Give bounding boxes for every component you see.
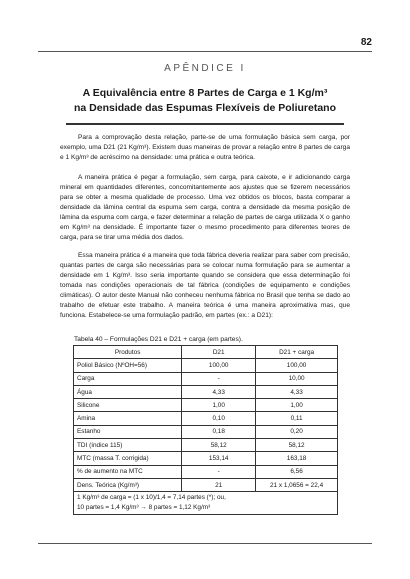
table-cell: 163,18 [256, 452, 338, 465]
table-cell: 100,00 [182, 359, 256, 372]
table-row [74, 359, 338, 372]
table-cell: Silicone [74, 399, 182, 412]
table-cell: Poliol Básico (NºOH=56) [74, 359, 182, 372]
table-cell: - [182, 372, 256, 385]
table-caption: Tabela 40 – Formulações D21 e D21 + carga (em partes). [74, 336, 243, 343]
table-cell: 0,20 [256, 425, 338, 438]
table-row [74, 452, 338, 465]
column-header: D21 + carga [256, 346, 338, 359]
formulation-table [73, 345, 338, 515]
table-row [74, 372, 338, 385]
table-footnote [74, 492, 338, 515]
table-row [74, 478, 338, 491]
column-header: D21 [182, 346, 256, 359]
table-row [74, 465, 338, 478]
table-cell: 0,11 [256, 412, 338, 425]
section-title-line-1: A Equivalência entre 8 Partes de Carga e 1 Kg/m³ [82, 87, 328, 99]
table-cell: 21 x 1,0656 = 22,4 [256, 478, 338, 491]
page-number: 82 [360, 37, 372, 48]
footnote-line-2: 10 partes = 1,4 Kg/m³ → 8 partes = 1,12 Kg/m³ [77, 504, 211, 512]
table-row [74, 439, 338, 452]
table-cell: 58,12 [256, 439, 338, 452]
table-cell: Água [74, 385, 182, 398]
paragraph-2: A maneira prática é pegar a formulação, sem carga, para caixote, e ir adicionando carga mineral em quantidades diferentes, concomitantemente aos ajustes que se fizerem necessários para se obter a mesma qualidade de processo. Uma vez obtidos os blocos, basta comparar a densidade da lâmina central da espuma sem carga, contra a densidade da mesma posição de lâmina da espuma com carga, e fazer determinar a relação de partes de carga utilizada X o ganho em Kg/m³ na densidade. É importante fazer o mesmo procedimento para diferentes teores de carga, para se tirar uma média dos dados. [60, 174, 350, 241]
table-cell: 4,33 [182, 385, 256, 398]
table-cell: Dens. Teórica (Kg/m³) [74, 478, 182, 491]
footnote-line-1: 1 Kg/m³ de carga = (1 x 10)/1,4 = 7,14 partes (*); ou, [77, 494, 226, 502]
footer-rule [38, 543, 372, 544]
table-cell: Amina [74, 412, 182, 425]
table-cell: 153,14 [182, 452, 256, 465]
table-cell: 4,33 [256, 385, 338, 398]
table-cell: 0,10 [182, 412, 256, 425]
table-row [74, 399, 338, 412]
table-header-row [74, 346, 338, 359]
table-cell: Carga [74, 372, 182, 385]
table-cell: Estanho [74, 425, 182, 438]
table-cell: % de aumento na MTC [74, 465, 182, 478]
table-footnote-row [74, 492, 338, 515]
column-header: Produtos [74, 346, 182, 359]
table-cell: 21 [182, 478, 256, 491]
table-cell: 1,00 [182, 399, 256, 412]
table-row [74, 425, 338, 438]
table-cell: MTC (massa T. corrigida) [74, 452, 182, 465]
table-cell: TDI (índice 115) [74, 439, 182, 452]
table-cell: - [182, 465, 256, 478]
section-title-line-2: na Densidade das Espumas Flexíveis de Poliuretano [73, 102, 336, 114]
title-underline [66, 123, 344, 125]
table-row [74, 412, 338, 425]
table-cell: 1,00 [256, 399, 338, 412]
table-cell: 100,00 [256, 359, 338, 372]
table-cell: 0,18 [182, 425, 256, 438]
table-row [74, 385, 338, 398]
paragraph-3: Essa maneira prática é a maneira que toda fábrica deveria realizar para saber com precisão, quantas partes de carga são necessárias para se colocar numa formulação para se aumentar a densidade em 1 Kg/m³. Isso seria importante quando se considera que essa determinação foi tomada nas condições operacionais de tal fábrica (condições de equipamento e condições climáticas). O autor deste Manual não conheceu nenhuma fábrica no Brasil que tenha se dado ao trabalho de efetuar este trabalho. A maneira teórica é uma maneira aproximativa mas, que funciona. Estabelece-se uma formulação padrão, em partes (ex.: a D21): [60, 252, 350, 319]
header-rule [38, 51, 372, 52]
appendix-heading: APÊNDICE I [164, 63, 246, 74]
section-title [20, 86, 390, 116]
table-cell: 58,12 [182, 439, 256, 452]
table-cell: 10,00 [256, 372, 338, 385]
table-cell: 6,56 [256, 465, 338, 478]
paragraph-1: Para a comprovação desta relação, parte-se de uma formulação básica sem carga, por exemplo, uma D21 (21 Kg/m³). Existem duas maneiras de provar a relação entre 8 partes de carga e 1 Kg/m³ de acréscimo na densidade: uma prática e outra teórica. [60, 134, 350, 161]
